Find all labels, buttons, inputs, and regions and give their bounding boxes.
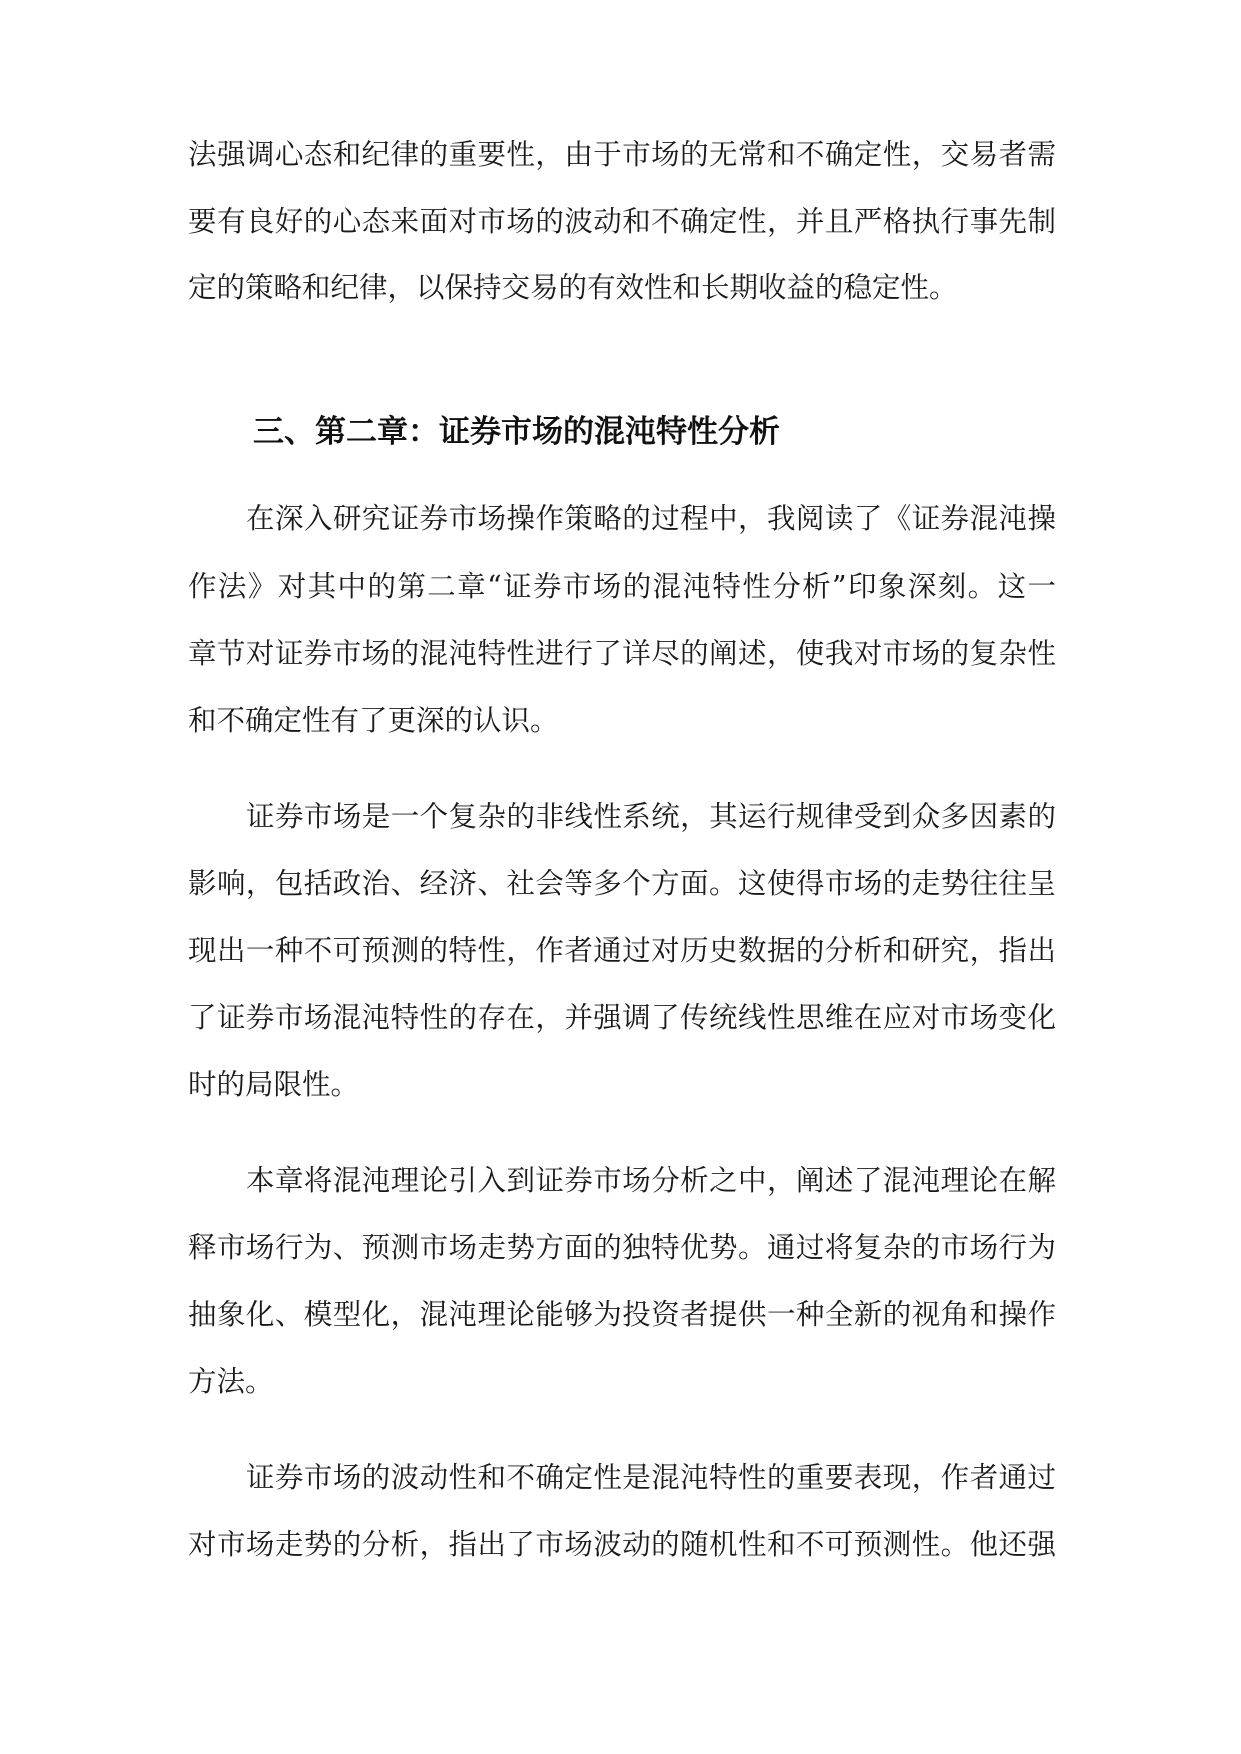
paragraph-1-line: 在深入研究证券市场操作策略的过程中，我阅读了《证券混沌操 [246, 502, 1056, 535]
intro-line: 要有良好的心态来面对市场的波动和不确定性，并且严格执行事先制 [188, 205, 1056, 238]
paragraph-4-line: 对市场走势的分析，指出了市场波动的随机性和不可预测性。他还强 [188, 1528, 1056, 1561]
intro-line: 法强调心态和纪律的重要性，由于市场的无常和不确定性，交易者需 [188, 138, 1056, 171]
intro-line: 定的策略和纪律，以保持交易的有效性和长期收益的稳定性。 [188, 271, 958, 304]
paragraph-1-line: 作法》对其中的第二章“证券市场的混沌特性分析”印象深刻。这一 [188, 570, 1056, 603]
paragraph-3-line: 本章将混沌理论引入到证券市场分析之中，阐述了混沌理论在解 [246, 1164, 1056, 1197]
paragraph-3-line: 方法。 [188, 1365, 274, 1398]
paragraph-2-line: 证券市场是一个复杂的非线性系统，其运行规律受到众多因素的 [246, 800, 1056, 833]
paragraph-4-line: 证券市场的波动性和不确定性是混沌特性的重要表现，作者通过 [246, 1461, 1056, 1494]
paragraph-2-line: 了证券市场混沌特性的存在，并强调了传统线性思维在应对市场变化 [188, 1001, 1056, 1034]
section-heading: 三、第二章：证券市场的混沌特性分析 [253, 414, 780, 450]
paragraph-1-line: 和不确定性有了更深的认识。 [188, 704, 559, 737]
paragraph-3-line: 抽象化、模型化，混沌理论能够为投资者提供一种全新的视角和操作 [188, 1298, 1056, 1331]
paragraph-2-line: 影响，包括政治、经济、社会等多个方面。这使得市场的走势往往呈 [188, 867, 1056, 900]
paragraph-1-line: 章节对证券市场的混沌特性进行了详尽的阐述，使我对市场的复杂性 [188, 637, 1056, 670]
paragraph-3-line: 释市场行为、预测市场走势方面的独特优势。通过将复杂的市场行为 [188, 1231, 1056, 1264]
paragraph-2-line: 时的局限性。 [188, 1068, 360, 1101]
paragraph-2-line: 现出一种不可预测的特性，作者通过对历史数据的分析和研究，指出 [188, 934, 1056, 967]
